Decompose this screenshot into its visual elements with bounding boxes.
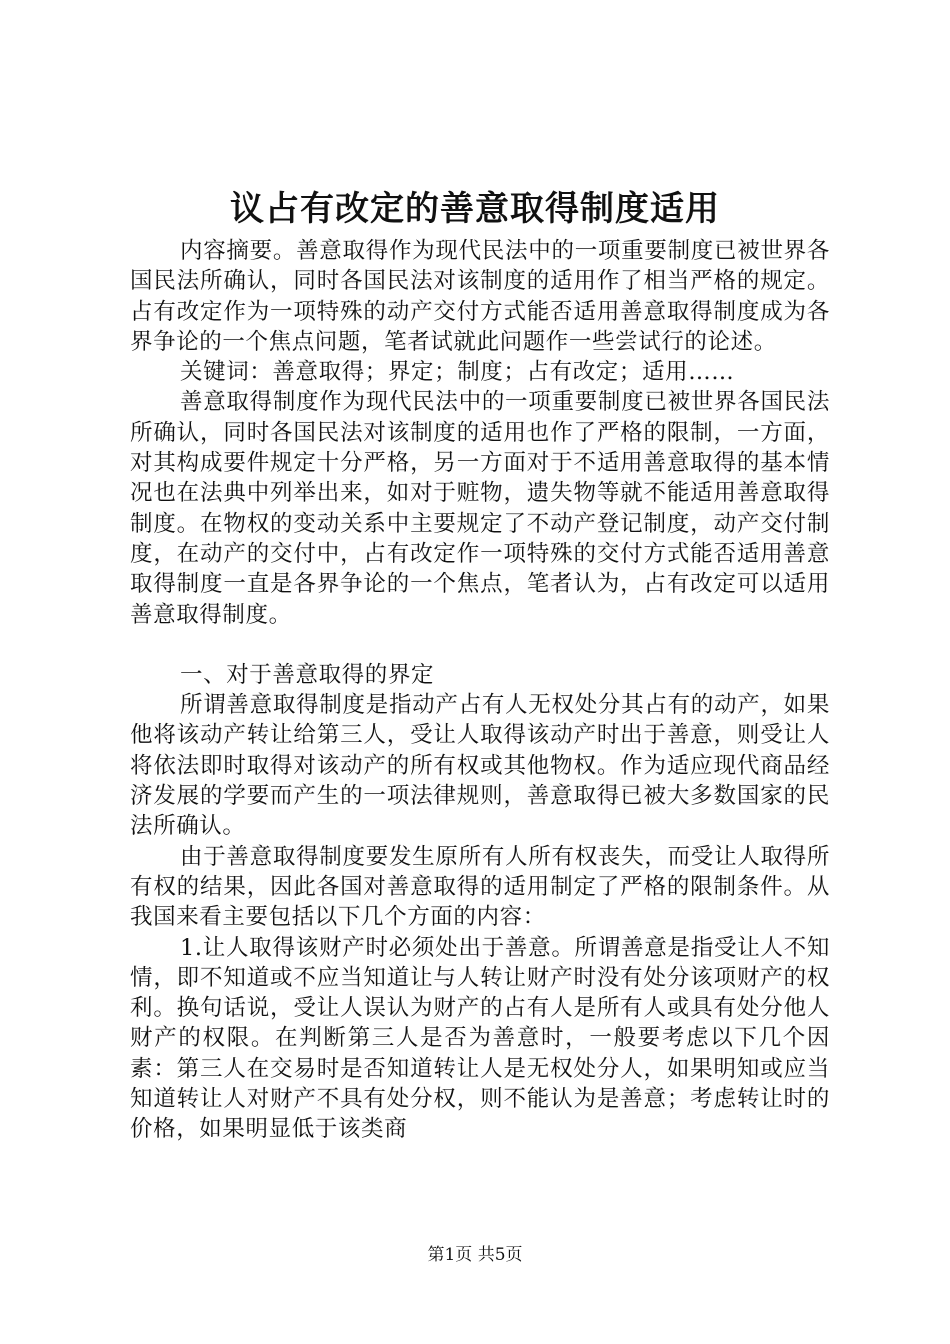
page-footer: 第1页 共5页: [427, 1245, 523, 1265]
abstract-paragraph: 内容摘要。善意取得作为现代民法中的一项重要制度已被世界各国民法所确认，同时各国民法对该制度的适用作了相当严格的规定。占有改定作为一项特殊的动产交付方式能否适用善意取得制度成为各界争论的一个焦点问题，笔者试就此问题作一些尝试行的论述。: [130, 238, 830, 355]
section-heading: 一、对于善意取得的界定: [180, 661, 435, 688]
document-title: 议占有改定的善意取得制度适用: [230, 189, 720, 229]
conditions-paragraph: 由于善意取得制度要发生原所有人所有权丧失，而受让人取得所有权的结果，因此各国对善意取得的适用制定了严格的限制条件。从我国来看主要包括以下几个方面的内容：: [130, 843, 830, 931]
good-faith-paragraph: 1.让人取得该财产时必须处出于善意。所谓善意是指受让人不知情，即不知道或不应当知道让与人转让财产时没有处分该项财产的权利。换句话说，受让人误认为财产的占有人是所有人或具有处分他人财产的权限。在判断第三人是否为善意时，一般要考虑以下几个因素：第三人在交易时是否知道转让人是无权处分人，如果明知或应当知道转让人对财产不具有处分权，则不能认为是善意；考虑转让时的价格，如果明显低于该类商: [130, 934, 830, 1143]
intro-paragraph: 善意取得制度作为现代民法中的一项重要制度已被世界各国民法所确认，同时各国民法对该制度的适用也作了严格的限制，一方面，对其构成要件规定十分严格，另一方面对于不适用善意取得的基本情况也在法典中列举出来，如对于赃物，遗失物等就不能适用善意取得制度。在物权的变动关系中主要规定了不动产登记制度，动产交付制度，在动产的交付中，占有改定作一项特殊的交付方式能否适用善意取得制度一直是各界争论的一个焦点，笔者认为，占有改定可以适用善意取得制度。: [130, 389, 830, 628]
document-body: [130, 236, 830, 1145]
keywords-paragraph: 关键词：善意取得；界定；制度；占有改定；适用……: [180, 359, 735, 386]
definition-paragraph: 所谓善意取得制度是指动产占有人无权处分其占有的动产，如果他将该动产转让给第三人，受让人取得该动产时出于善意，则受让人将依法即时取得对该动产的所有权或其他物权。作为适应现代商品经济发展的学要而产生的一项法律规则，善意取得已被大多数国家的民法所确认。: [130, 692, 830, 840]
